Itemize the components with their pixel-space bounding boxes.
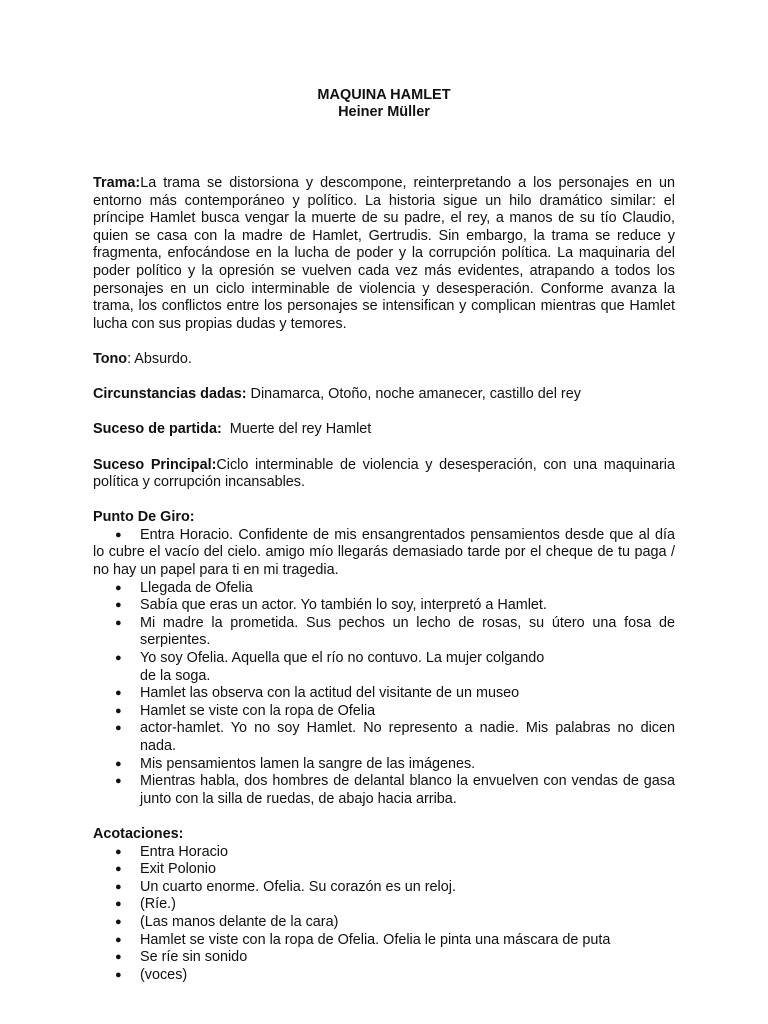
trama-paragraph — [93, 175, 675, 333]
list-item — [93, 580, 675, 598]
list-item — [93, 527, 675, 580]
list-item-text: Hamlet se viste con la ropa de Ofelia — [140, 702, 376, 719]
list-item-text: Entra Horacio. Confidente de mis ensangrentados pensamientos desde que al día lo cubre el vacío del cielo. amigo mío llegarás demasiado tarde por el cheque de tu paga / no hay un papel para ti en mi tragedia. — [93, 526, 675, 579]
punto-giro-label: Punto De Giro: — [93, 509, 195, 526]
list-item-text: (Las manos delante de la cara) — [140, 913, 339, 930]
bullet-icon: ● — [115, 616, 122, 629]
list-item-text: Un cuarto enorme. Ofelia. Su corazón es un reloj. — [140, 878, 456, 895]
document-body — [93, 175, 675, 984]
bullet-icon: ● — [115, 652, 122, 665]
suceso-principal-text: Ciclo interminable de violencia y desesperación, con una maquinaria política y corrupción incansables. — [93, 456, 675, 491]
suceso-principal-label: Suceso Principal: — [93, 456, 217, 473]
bullet-icon: ● — [115, 951, 122, 964]
list-item-text: Hamlet las observa con la actitud del visitante de un museo — [140, 685, 520, 702]
bullet-icon: ● — [115, 898, 122, 911]
document-author: Heiner Müller — [338, 104, 430, 120]
acotaciones-section — [93, 826, 675, 984]
suceso-principal-paragraph — [93, 457, 675, 492]
bullet-icon: ● — [115, 528, 122, 541]
list-item-text: Sabía que eras un actor. Yo también lo soy, interpretó a Hamlet. — [140, 597, 547, 614]
suceso-partida-paragraph — [93, 421, 675, 439]
bullet-icon: ● — [115, 599, 122, 612]
list-item — [93, 896, 675, 914]
bullet-icon: ● — [115, 722, 122, 735]
tono-text: : Absurdo. — [127, 350, 192, 367]
list-item — [93, 773, 675, 808]
list-item — [93, 703, 675, 721]
bullet-icon: ● — [115, 704, 122, 717]
list-item — [93, 720, 675, 755]
list-item — [93, 914, 675, 932]
list-item — [93, 932, 675, 950]
list-item-text: Hamlet se viste con la ropa de Ofelia. Ofelia le pinta una máscara de puta — [140, 931, 611, 948]
bullet-icon: ● — [115, 687, 122, 700]
list-item — [93, 756, 675, 774]
list-item-text: Mientras habla, dos hombres de delantal blanco la envuelven con vendas de gasa junto con la silla de ruedas, de abajo hacia arriba. — [140, 773, 675, 807]
trama-label: Trama: — [93, 175, 141, 191]
list-item-text: Exit Polonio — [140, 861, 216, 878]
list-item-text: Mis pensamientos lamen la sangre de las imágenes. — [140, 755, 476, 772]
list-item — [93, 967, 675, 985]
bullet-icon: ● — [115, 863, 122, 876]
list-item-text: Entra Horacio — [140, 843, 228, 860]
suceso-partida-label: Suceso de partida: — [93, 421, 222, 438]
punto-giro-section — [93, 509, 675, 808]
tono-label: Tono — [93, 350, 128, 367]
list-item — [93, 949, 675, 967]
bullet-icon: ● — [115, 968, 122, 981]
list-item — [93, 861, 675, 879]
list-item-text: Mi madre la prometida. Sus pechos un lecho de rosas, su útero una fosa de serpientes. — [140, 614, 675, 649]
bullet-icon: ● — [115, 757, 122, 770]
list-item-continuation — [93, 668, 675, 686]
trama-text: La trama se distorsiona y descompone, reinterpretando a los personajes en un entorno más contemporáneo y político. La historia sigue un hilo dramático similar: el príncipe Hamlet busca vengar la muerte de su padre, el rey, a manos de su tío Claudio, quien se casa con la madre de Hamlet, Gertrudis. Sin embargo, la trama se reduce y fragmenta, enfocándose en la lucha de poder y la corrupción política. La maquinaria del poder político y la opresión se vuelven cada vez más evidentes, atrapando a todos los personajes en un ciclo interminable de violencia y desesperación. Conforme avanza la trama, los conflictos entre los personajes se intensifican y complican mientras que Hamlet lucha con sus propias dudas y temores. — [93, 175, 675, 332]
list-item-text: (Ríe.) — [140, 896, 176, 913]
circunstancias-paragraph — [93, 386, 675, 404]
acotaciones-list — [93, 844, 675, 985]
list-item-text: (voces) — [140, 966, 188, 983]
circunstancias-label: Circunstancias dadas: — [93, 386, 247, 403]
list-item-text: Se ríe sin sonido — [140, 949, 248, 966]
list-item — [93, 650, 675, 668]
bullet-icon: ● — [115, 880, 122, 893]
circunstancias-text: Dinamarca, Otoño, noche amanecer, castillo del rey — [246, 386, 581, 403]
list-item — [93, 685, 675, 703]
list-item — [93, 879, 675, 897]
document-title: MAQUINA HAMLET — [317, 87, 451, 103]
tono-paragraph — [93, 351, 675, 369]
acotaciones-label: Acotaciones: — [93, 825, 184, 842]
suceso-partida-text: Muerte del rey Hamlet — [221, 421, 372, 438]
bullet-icon: ● — [115, 581, 122, 594]
list-item — [93, 597, 675, 615]
punto-giro-list — [93, 527, 675, 809]
list-item-text: Yo soy Ofelia. Aquella que el río no contuvo. La mujer colgando — [140, 650, 545, 667]
bullet-icon: ● — [115, 915, 122, 928]
list-item — [93, 844, 675, 862]
list-item-text: Llegada de Ofelia — [140, 579, 253, 596]
list-item-text: actor-hamlet. Yo no soy Hamlet. No represento a nadie. Mis palabras no dicen nada. — [140, 720, 675, 754]
bullet-icon: ● — [115, 845, 122, 858]
bullet-icon: ● — [115, 933, 122, 946]
list-item-text: de la soga. — [140, 667, 211, 684]
bullet-icon: ● — [115, 775, 122, 788]
list-item — [93, 615, 675, 650]
